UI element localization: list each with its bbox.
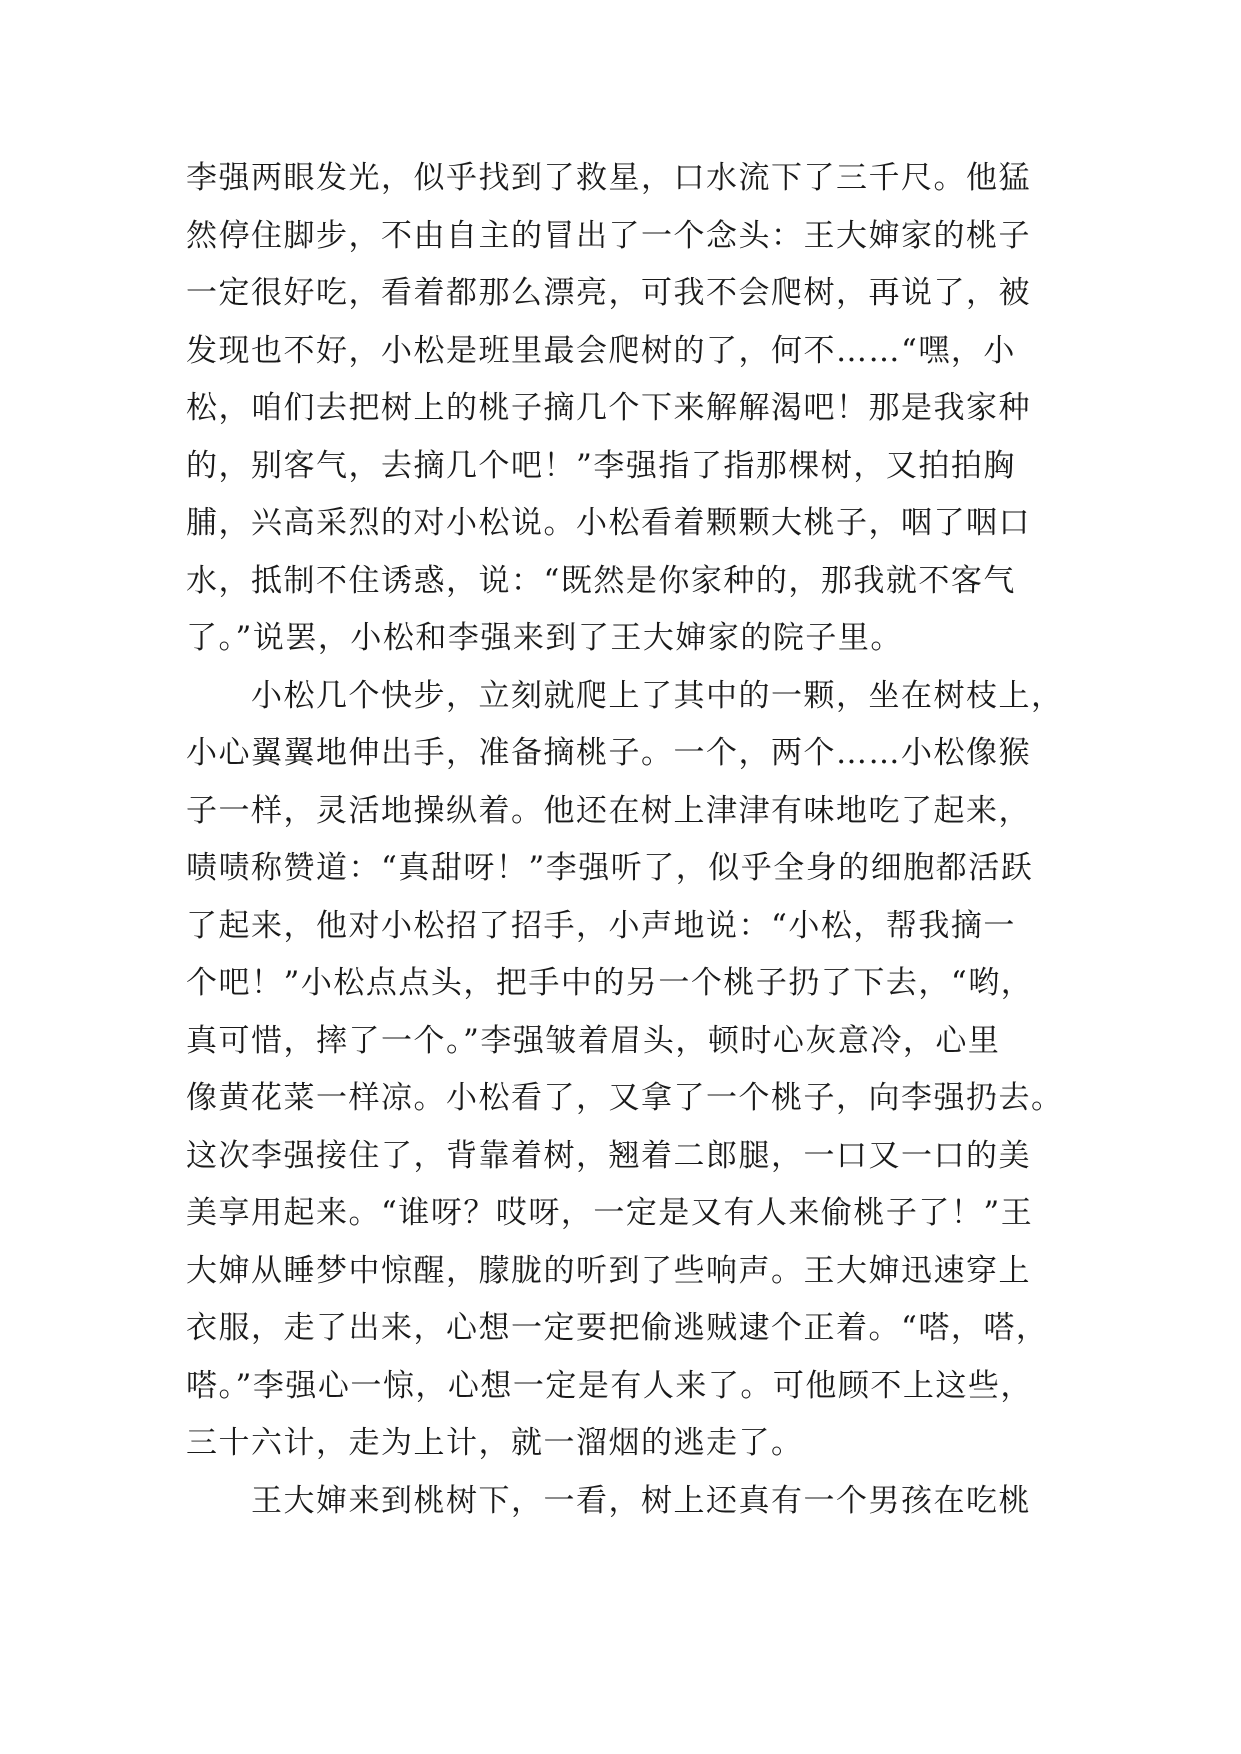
text-line: 像黄花菜一样凉。小松看了，又拿了一个桃子，向李强扔去。	[186, 1080, 1064, 1116]
body-text	[186, 150, 1066, 1530]
text-line: 的，别客气，去摘几个吧！”李强指了指那棵树，又拍拍胸	[186, 447, 1016, 484]
text-line: 小松几个快步，立刻就爬上了其中的一颗，坐在树枝上，	[186, 677, 1064, 714]
text-line: 啧啧称赞道：“真甜呀！”李强听了，似乎全身的细胞都活跃	[186, 850, 1034, 886]
text-line: 大婶从睡梦中惊醒，朦胧的听到了些响声。王大婶迅速穿上	[186, 1252, 1031, 1289]
text-line: 了起来，他对小松招了招手，小声地说：“小松，帮我摘一	[186, 907, 1016, 944]
text-line: 王大婶来到桃树下，一看，树上还真有一个男孩在吃桃	[186, 1482, 1031, 1519]
text-line: 了。”说罢，小松和李强来到了王大婶家的院子里。	[186, 620, 903, 656]
text-line: 然停住脚步，不由自主的冒出了一个念头：王大婶家的桃子	[186, 217, 1031, 254]
text-line: 子一样，灵活地操纵着。他还在树上津津有味地吃了起来，	[186, 792, 1031, 829]
text-line: 嗒。”李强心一惊，心想一定是有人来了。可他顾不上这些，	[186, 1367, 1033, 1404]
text-line: 这次李强接住了，背靠着树，翘着二郎腿，一口又一口的美	[186, 1137, 1031, 1174]
paragraph-1	[186, 150, 1066, 668]
text-line: 李强两眼发光，似乎找到了救星，口水流下了三千尺。他猛	[186, 160, 1031, 196]
paragraph-3	[186, 1473, 1066, 1531]
text-line: 一定很好吃，看着都那么漂亮，可我不会爬树，再说了，被	[186, 275, 1031, 311]
text-line: 脯，兴高采烈的对小松说。小松看着颗颗大桃子，咽了咽口	[186, 505, 1031, 541]
text-line: 真可惜，摔了一个。”李强皱着眉头，顿时心灰意冷，心里	[186, 1022, 1001, 1059]
text-line: 三十六计，走为上计，就一溜烟的逃走了。	[186, 1425, 804, 1461]
text-line: 美享用起来。“谁呀？哎呀，一定是又有人来偷桃子了！”王	[186, 1195, 1034, 1231]
text-line: 松，咱们去把树上的桃子摘几个下来解解渴吧！那是我家种	[186, 390, 1031, 426]
text-line: 小心翼翼地伸出手，准备摘桃子。一个，两个……小松像猴	[186, 735, 1031, 771]
text-line: 发现也不好，小松是班里最会爬树的了，何不……“嘿，小	[186, 332, 1016, 369]
text-line: 个吧！”小松点点头，把手中的另一个桃子扔了下去，“哟，	[186, 965, 1034, 1001]
text-line: 水，抵制不住诱惑，说：“既然是你家种的，那我就不客气	[186, 562, 1016, 599]
text-line: 衣服，走了出来，心想一定要把偷逃贼逮个正着。“嗒，嗒，	[186, 1310, 1049, 1346]
paragraph-2	[186, 668, 1066, 1473]
